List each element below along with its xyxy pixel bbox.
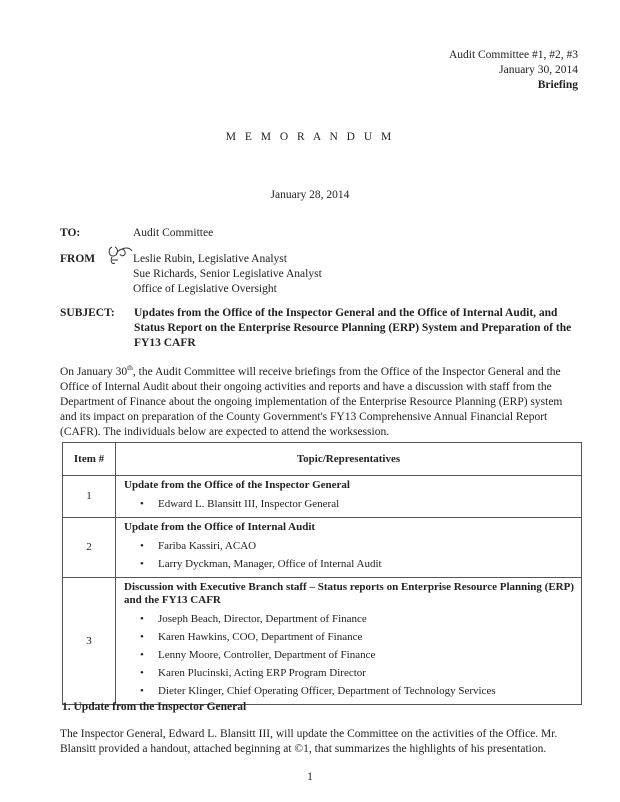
header-line-committee: Audit Committee #1, #2, #3 [448,49,578,61]
header-line-briefing: Briefing [537,79,578,91]
to-label: TO: [60,227,81,239]
topic-cell [116,476,582,518]
from-label: FROM [60,253,96,265]
from-list [133,252,322,297]
intro-text-start: On January 30 [60,365,128,378]
intro-paragraph [60,360,580,440]
topic-title: Discussion with Executive Branch staff – Status reports on Enterprise Resource Planning (ERP) and the FY13 CAFR [124,581,574,606]
page-number: 1 [307,771,313,783]
to-value: Audit Committee [133,227,214,239]
item-number: 2 [63,518,116,578]
list-item: • Larry Dyckman, Manager, Office of Internal Audit [140,555,575,573]
list-item: • Fariba Kassiri, ACAO [140,537,575,555]
representatives-list [124,537,575,573]
memo-date: January 28, 2014 [270,189,350,201]
subject-label: SUBJECT: [60,307,115,319]
from-line: Office of Legislative Oversight [133,283,277,295]
table-row [63,518,582,578]
item-number: 1 [63,476,116,518]
list-item: • Karen Plucinski, Acting ERP Program Director [140,664,575,682]
representatives-list [124,610,575,700]
topic-column-header: Topic/Representatives [116,443,582,476]
list-item: • Joseph Beach, Director, Department of Finance [140,610,575,628]
memo-title: M E M O R A N D U M [225,131,395,143]
list-item: • Edward L. Blansitt III, Inspector General [140,495,575,513]
header-line-date: January 30, 2014 [499,64,578,76]
table-header-row [63,443,582,476]
intro-text-rest: , the Audit Committee will receive briefings from the Office of the Inspector General and the Office of Internal Audit about their ongoing activities and reports and have a discussion with staff from the Department of Finance about the ongoing implementation of the Enterprise Resource Planning (ERP) system and its impact on preparation of the County Government's FY13 Comprehensive Annual Financial Report (CAFR). The individuals below are expected to attend the worksession. [60,365,563,438]
item-number: 3 [63,578,116,705]
subject-value: Updates from the Office of the Inspector General and the Office of Internal Audit, and Status Report on the Enterprise Resource Planning (ERP) System and Preparation of the FY13 CAFR [134,307,572,349]
table-row [63,578,582,705]
topic-title: Update from the Office of Internal Audit [124,521,316,533]
topic-cell [116,518,582,578]
list-item: • Dieter Klinger, Chief Operating Officer, Department of Technology Services [140,682,575,700]
agenda-table [62,442,582,705]
item-column-header: Item # [63,443,116,476]
topic-cell [116,578,582,705]
topic-title: Update from the Office of the Inspector General [124,479,350,491]
document-header [449,48,578,93]
table-row [63,476,582,518]
from-line: Leslie Rubin, Legislative Analyst [133,253,287,265]
list-item: • Karen Hawkins, COO, Department of Finance [140,628,575,646]
section-paragraph: The Inspector General, Edward L. Blansitt III, will update the Committee on the activities of the Office. Mr. Blansitt provided a handout, attached beginning at ©1, that summarizes the highlights of his presentation. [60,728,558,755]
representatives-list [124,495,575,513]
intro-superscript: th [127,363,133,372]
from-line: Sue Richards, Senior Legislative Analyst [133,268,322,280]
list-item: • Lenny Moore, Controller, Department of Finance [140,646,575,664]
section-heading: 1. Update from the Inspector General [62,701,247,713]
